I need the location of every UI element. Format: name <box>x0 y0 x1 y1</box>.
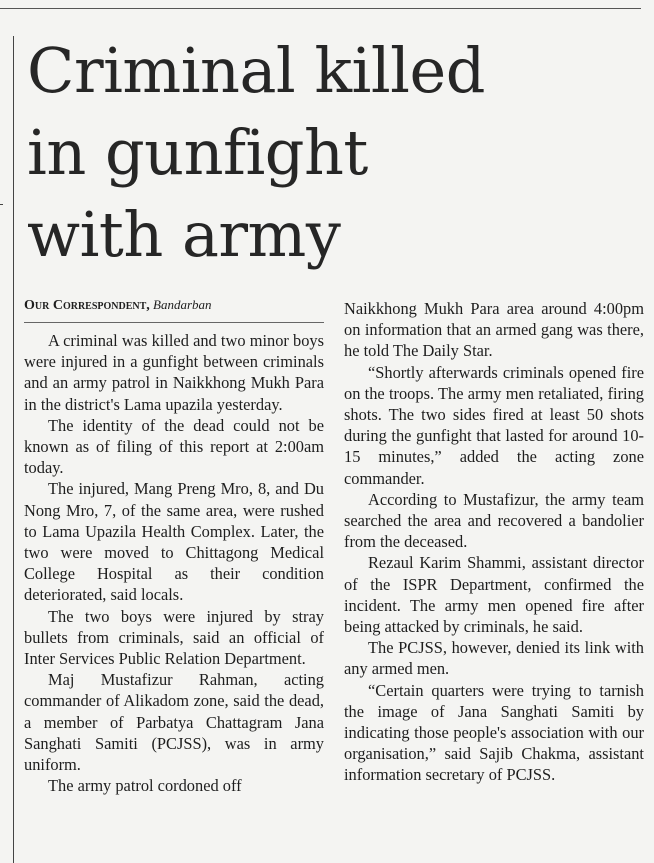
paragraph: The army patrol cordoned off <box>48 776 242 796</box>
paragraph: The two boys were injured by stray bullets from criminals, said an official of Inter Services Public Relation Department. <box>24 606 324 669</box>
top-rule <box>0 8 641 9</box>
column-divider-left <box>13 36 14 863</box>
byline-correspondent: Our Correspondent, <box>24 298 150 313</box>
paragraph: The injured, Mang Preng Mro, 8, and Du Nong Mro, 7, of the same area, were rushed to Lama Upazila Health Complex. Later, the two were moved to Chittagong Medical College Hospital as their condition deteriorated, said locals. <box>24 479 324 605</box>
paragraph: “Shortly afterwards criminals opened fire on the troops. The army men retaliated, firing shots. The two sides fired at least 50 shots during the gunfight that lasted for around 10-15 minutes,” added the acting zone commander. <box>344 362 644 488</box>
article-column-right <box>344 298 644 786</box>
paragraph: According to Mustafizur, the army team searched the area and recovered a bandolier from the deceased. <box>344 489 644 552</box>
byline-location: Bandarban <box>153 297 212 312</box>
paragraph: Naikkhong Mukh Para area around 4:00pm on information that an armed gang was there, he told The Daily Star. <box>344 299 644 361</box>
article-column-left <box>24 330 324 796</box>
paragraph: A criminal was killed and two minor boys were injured in a gunfight between criminals and an army patrol in Naikkhong Mukh Para in the district's Lama upazila yesterday. <box>24 331 324 414</box>
paragraph: “Certain quarters were trying to tarnish the image of Jana Sanghati Samiti by indicating those people's association with our organisation,” said Sajib Chakma, assistant information secretary of PCJSS. <box>344 680 644 785</box>
headline-line-3: with army <box>27 198 341 271</box>
paragraph: Maj Mustafizur Rahman, acting commander of Alikadom zone, said the dead, a member of Parbatya Chattagram Jana Sanghati Samiti (PCJSS), was in army uniform. <box>24 670 324 775</box>
paragraph: The PCJSS, however, denied its link with any armed men. <box>344 638 644 679</box>
byline <box>24 297 324 314</box>
headline <box>27 30 637 276</box>
headline-line-2: in gunfight <box>27 116 368 189</box>
byline-rule <box>24 322 324 323</box>
paragraph: The identity of the dead could not be known as of filing of this report at 2:00am today. <box>24 415 324 478</box>
margin-tick <box>0 204 3 205</box>
headline-line-1: Criminal killed <box>27 34 485 107</box>
paragraph: Rezaul Karim Shammi, assistant director of the ISPR Department, confirmed the incident. The army men opened fire after being attacked by criminals, he said. <box>344 553 644 637</box>
